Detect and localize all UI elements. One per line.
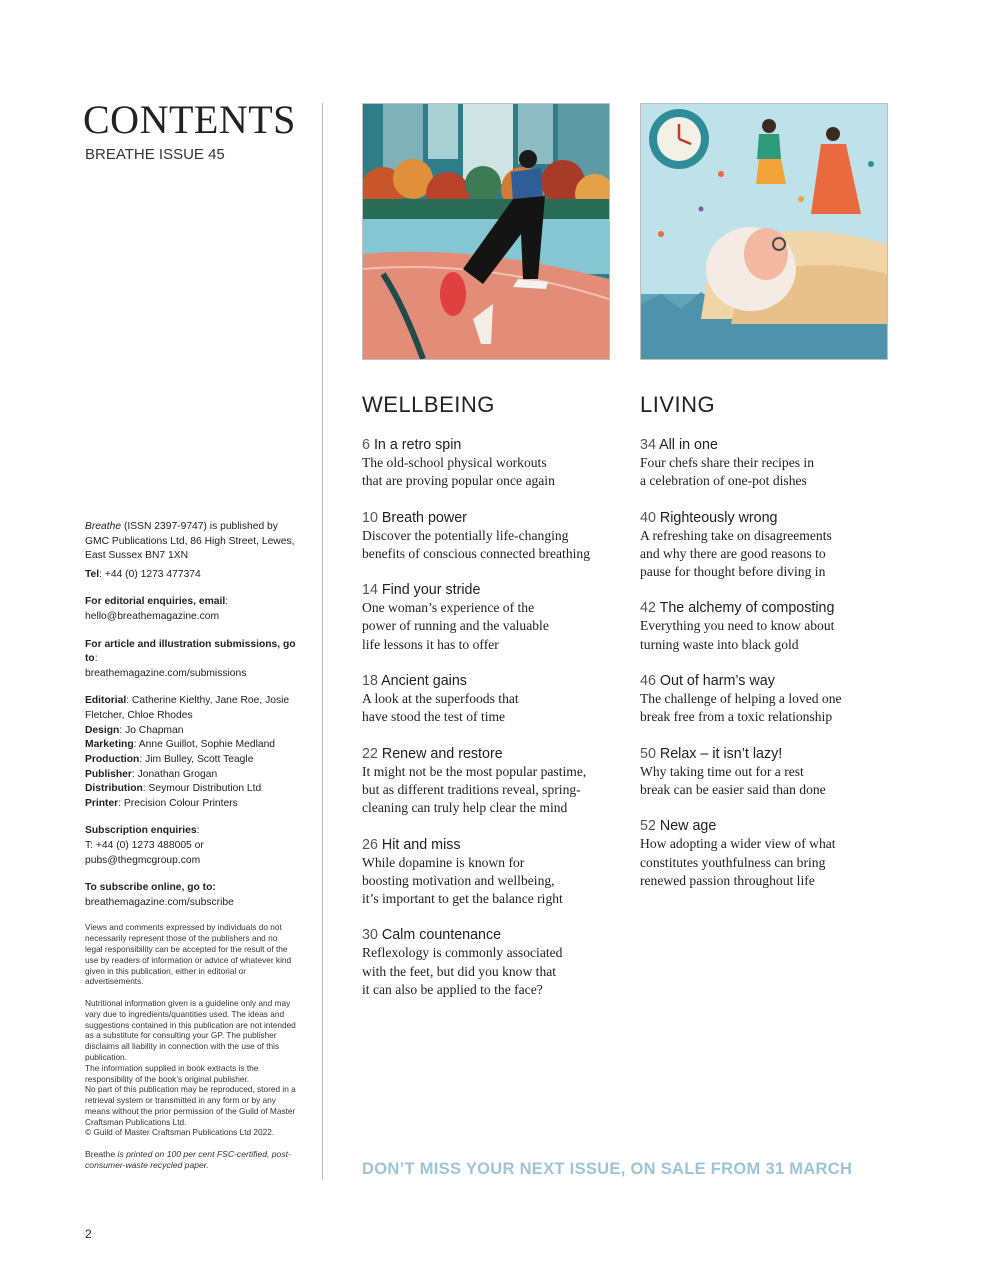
entry-heading [640, 817, 890, 835]
contents-entry[interactable] [362, 509, 612, 564]
paper-note [85, 1149, 297, 1171]
column-divider [322, 103, 323, 1180]
entry-title: Renew and restore [381, 745, 503, 762]
entry-title: Righteously wrong [659, 509, 778, 526]
entry-title: Hit and miss [381, 836, 461, 853]
staff-names: : Anne Guillot, Sophie Medland [133, 739, 276, 751]
entry-page-number: 6 [362, 437, 370, 453]
entry-description: While dopamine is known for boosting motivation and wellbeing, it’s important to get the balance right [362, 854, 563, 907]
disclaimer-block [85, 922, 297, 1171]
contents-entry[interactable] [362, 672, 612, 727]
entry-title: The alchemy of composting [659, 600, 835, 617]
tel-value: : +44 (0) 1273 477374 [99, 568, 201, 580]
entry-page-number: 14 [362, 582, 378, 599]
entry-heading [362, 509, 612, 527]
submissions-url[interactable]: breathemagazine.com/submissions [85, 667, 247, 679]
entry-heading [362, 672, 612, 690]
contents-entry[interactable] [640, 745, 890, 800]
submissions-label: For article and illustration submissions, go to [85, 638, 296, 665]
entry-page-number: 42 [640, 600, 656, 617]
entry-heading [362, 745, 612, 763]
entry-title: Relax – it isn’t lazy! [659, 745, 783, 762]
entry-title: Ancient gains [381, 673, 467, 690]
entry-page-number: 26 [362, 836, 378, 853]
entry-heading [362, 436, 612, 454]
staff-names: : Catherine Kielthy, Jane Roe, Josie Fletcher, Chloe Rhodes [85, 695, 290, 722]
publisher-info [85, 520, 297, 564]
paper-note-text: is printed on 100 per cent FSC-certified, post-consumer-waste recycled paper. [85, 1149, 291, 1171]
wellbeing-entries [362, 436, 612, 999]
staff-line [85, 694, 297, 723]
publisher-credits [85, 520, 297, 1172]
entry-title: Out of harm’s way [659, 673, 775, 690]
magazine-name: Breathe [85, 521, 122, 532]
staff-line [85, 782, 297, 797]
page-number: 2 [85, 1227, 92, 1241]
entry-page-number: 30 [362, 927, 378, 944]
entry-description: A look at the superfoods that have stood the test of time [362, 691, 519, 725]
entry-heading [362, 581, 612, 599]
staff-line [85, 724, 297, 739]
contents-entry[interactable] [640, 817, 890, 890]
entry-title: New age [659, 818, 717, 835]
contents-entry[interactable] [362, 581, 612, 654]
subscribe-online [85, 881, 297, 896]
celebration-illustration-art [641, 104, 887, 359]
staff-role: Production [85, 753, 140, 765]
staff-line [85, 738, 297, 753]
entry-description: Four chefs share their recipes in a celebration of one-pot dishes [640, 455, 815, 489]
subscribe-online-url[interactable]: breathemagazine.com/subscribe [85, 896, 234, 908]
entry-page-number: 50 [640, 745, 656, 762]
editorial-colon: : [225, 596, 229, 608]
disclaimer-extracts: The information supplied in book extracts is the responsibility of the book’s original publisher. [85, 1062, 259, 1084]
entry-page-number: 22 [362, 745, 378, 762]
contents-entry[interactable] [362, 926, 612, 999]
contents-entry[interactable] [640, 599, 890, 654]
contents-entry[interactable] [640, 436, 890, 491]
entry-title: In a retro spin [373, 437, 462, 453]
entry-heading [640, 509, 890, 527]
entry-description: One woman’s experience of the power of running and the valuable life lessons it has to offer [362, 600, 549, 652]
living-entries [640, 436, 890, 890]
staff-names: : Seymour Distribution Ltd [142, 783, 262, 795]
contents-entry[interactable] [362, 436, 612, 491]
entry-page-number: 10 [362, 509, 378, 526]
entry-heading [640, 599, 890, 617]
staff-line [85, 768, 297, 783]
runner-illustration-art [363, 104, 609, 359]
entry-description: Discover the potentially life-changing benefits of conscious connected breathing [362, 527, 590, 561]
staff-list [85, 694, 297, 811]
subscription-colon: : [196, 825, 200, 837]
staff-role: Distribution [85, 783, 143, 795]
entry-description: How adopting a wider view of what constitutes youthfulness can bring renewed passion throughout life [640, 836, 836, 888]
entry-heading [640, 745, 890, 763]
disclaimer-reproduction: No part of this publication may be reproduced, stored in a retrieval system or transmitted in any form or by any means without the prior permission of the Guild of Master Craftsman Publications Ltd. [85, 1084, 296, 1127]
entry-description: Everything you need to know about turning waste into black gold [640, 618, 835, 652]
section-title-wellbeing: WELLBEING [362, 392, 495, 417]
entry-page-number: 40 [640, 509, 656, 526]
entry-description: Reflexology is commonly associated with the feet, but did you know that it can also be applied to the face? [362, 945, 563, 998]
contents-entry[interactable] [640, 672, 890, 727]
submissions-colon: : [94, 653, 98, 665]
staff-names: : Jo Chapman [119, 724, 184, 736]
telephone [85, 568, 297, 583]
issue-label: BREATHE ISSUE 45 [85, 146, 225, 163]
staff-role: Marketing [85, 739, 134, 751]
staff-names: : Jim Bulley, Scott Teagle [139, 753, 254, 765]
entry-page-number: 46 [640, 673, 656, 690]
entry-title: All in one [659, 437, 718, 453]
staff-names: : Precision Colour Printers [118, 797, 238, 809]
publisher-address: (ISSN 2397-9747) is published by GMC Publications Ltd, 86 High Street, Lewes, East Sussex BN7 1XN [85, 521, 295, 562]
subscription-tel: T: +44 (0) 1273 488005 or [85, 839, 204, 851]
editorial-enquiries [85, 595, 297, 610]
entry-page-number: 52 [640, 818, 656, 835]
entry-description: Why taking time out for a rest break can be easier said than done [640, 763, 826, 797]
entry-heading [640, 436, 890, 454]
subscription-label: Subscription enquiries [85, 825, 197, 837]
editorial-email[interactable]: hello@breathemagazine.com [85, 611, 220, 623]
tel-label: Tel [85, 568, 100, 580]
staff-role: Editorial [85, 695, 127, 707]
disclaimer-views: Views and comments expressed by individuals do not necessarily represent those of the publishers and no legal responsibility can be accepted for the result of the use by readers of information or advice of whatever kind given in this publication, either in editorial or advertisements. [85, 922, 292, 987]
staff-role: Printer [85, 797, 119, 809]
entry-heading [362, 836, 612, 854]
entry-description: The challenge of helping a loved one break free from a toxic relationship [640, 691, 842, 725]
entry-page-number: 18 [362, 673, 378, 690]
subscription-enquiries [85, 824, 297, 839]
entry-description: The old-school physical workouts that are proving popular once again [362, 455, 555, 489]
entry-page-number: 34 [640, 437, 656, 453]
entry-title: Breath power [381, 509, 467, 526]
staff-line [85, 753, 297, 768]
next-issue-promo: DON’T MISS YOUR NEXT ISSUE, ON SALE FROM 31 MARCH [362, 1160, 853, 1178]
section-title-living: LIVING [640, 392, 716, 417]
submissions-info [85, 638, 297, 667]
disclaimer-nutrition: Nutritional information given is a guideline only and may vary due to ingredients/quantities used. The ideas and suggestions contained in this publication are not intended as a substitute for consulting your GP. The publisher disclaims all liability in connection with the use of this publication. [85, 998, 296, 1062]
runner-illustration [362, 103, 610, 360]
staff-line [85, 797, 297, 812]
entry-title: Find your stride [381, 582, 481, 599]
subscription-email[interactable]: pubs@thegmcgroup.com [85, 854, 201, 866]
paper-note-name: Breathe [85, 1149, 116, 1160]
contents-entry[interactable] [362, 745, 612, 818]
page-title: CONTENTS [83, 97, 296, 142]
entry-heading [362, 926, 612, 944]
staff-role: Design [85, 724, 120, 736]
editorial-label: For editorial enquiries, email [85, 596, 226, 608]
entry-heading [640, 672, 890, 690]
staff-names: : Jonathan Grogan [131, 768, 218, 780]
staff-role: Publisher [85, 768, 132, 780]
copyright: © Guild of Master Craftsman Publications Ltd 2022. [85, 1127, 275, 1138]
entry-title: Calm countenance [381, 927, 502, 944]
entry-description: It might not be the most popular pastime, but as different traditions reveal, spring- cleaning can truly help clear the mind [362, 763, 587, 816]
subscribe-online-label: To subscribe online, go to: [85, 882, 216, 894]
entry-description: A refreshing take on disagreements and why there are good reasons to pause for thought before diving in [640, 527, 832, 580]
celebration-illustration [640, 103, 888, 360]
contents-entry[interactable] [640, 509, 890, 582]
contents-entry[interactable] [362, 836, 612, 909]
